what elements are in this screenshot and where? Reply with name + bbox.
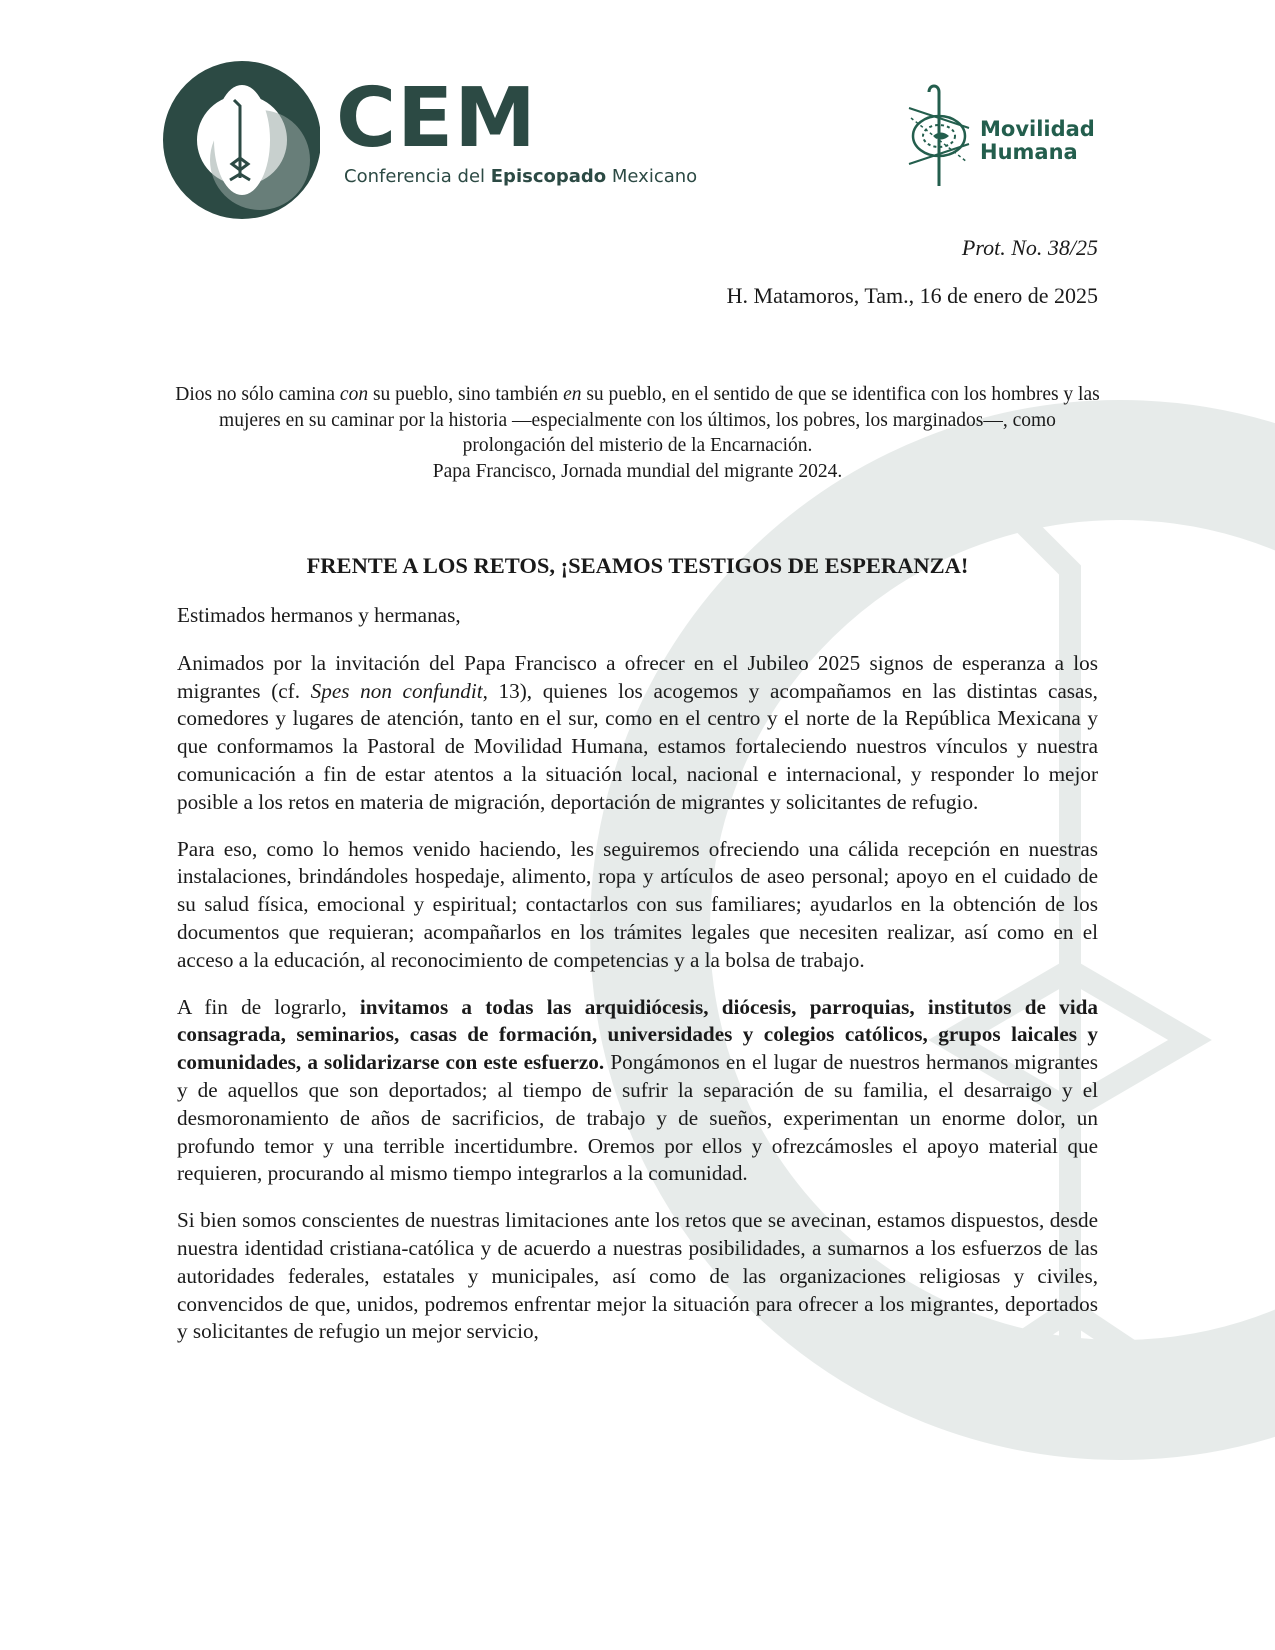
org-acronym: CEM <box>336 71 537 166</box>
epigraph <box>170 382 1105 484</box>
protocol-number: Prot. No. 38/25 <box>961 235 1098 260</box>
letterhead <box>0 0 1275 230</box>
paragraph-2: Para eso, como lo hemos venido haciendo, les seguiremos ofreciendo una cálida recepción en nuestras instalaciones, brindándoles hospedaje, alimento, ropa y artículos de aseo personal; apoyo en el cuidado de su salud física, emocional y espiritual; contactarlos con sus familiares; ayudarlos en la obtención de los documentos que requieran; acompañarlos en los trámites legales que necesiten realizar, así como en el acceso a la educación, al reconocimiento de competencias y a la bolsa de trabajo. <box>177 836 1098 972</box>
place-date: H. Matamoros, Tam., 16 de enero de 2025 <box>726 283 1098 308</box>
epigraph-attribution: Papa Francisco, Jornada mundial del migrante 2024. <box>432 460 843 482</box>
paragraph-4: Si bien somos conscientes de nuestras limitaciones ante los retos que se avecinan, estamos dispuestos, desde nuestra identidad cristiana-católica y de acuerdo a nuestras posibilidades, a sumarnos a los esfuerzos de las autoridades federales, estatales y municipales, así como de las organizaciones religiosas y civiles, convencidos de que, unidos, podremos enfrentar mejor la situación para ofrecer a los migrantes, deportados y solicitantes de refugio un mejor servicio, <box>177 1208 1098 1344</box>
movilidad-humana-emblem-icon <box>905 82 977 190</box>
org-name: Conferencia del Episcopado Mexicano <box>344 166 698 187</box>
paragraph-1: Animados por la invitación del Papa Francisco a ofrecer en el Jubileo 2025 signos de esperanza a los migrantes (cf. Spes non confundit, 13), quienes los acogemos y acompañamos en las distintas casas, comedores y lugares de atención, tanto en el sur, como en el centro y el norte de la República Mexicana y que conformamos la Pastoral de Movilidad Humana, estamos fortaleciendo nuestros vínculos y nuestra comunicación a fin de estar atentos a la situación local, nacional e internacional, y responder lo mejor posible a los retos en materia de migración, deportación de migrantes y solicitantes de refugio. <box>177 650 1098 814</box>
cem-emblem-icon <box>160 60 320 220</box>
document-title: FRENTE A LOS RETOS, ¡SEAMOS TESTIGOS DE ESPERANZA! <box>306 553 969 578</box>
letter-body <box>177 602 1098 1365</box>
epigraph-quote: Dios no sólo camina con su pueblo, sino también en su pueblo, en el sentido de que se identifica con los hombres y las mujeres en su caminar por la historia —especialmente con los últimos, los pobres, los marginados—, como prolongación del misterio de la Encarnación. <box>175 384 1100 456</box>
ministry-name: Movilidad Humana <box>980 117 1095 164</box>
greeting: Estimados hermanos y hermanas, <box>177 603 461 627</box>
paragraph-3: A fin de lograrlo, invitamos a todas las arquidiócesis, diócesis, parroquias, institutos de vida consagrada, seminarios, casas de formación, universidades y colegios católicos, grupos laicales y comunidades, a solidarizarse con este esfuerzo. Pongámonos en el lugar de nuestros hermanos migrantes y de aquellos que son deportados; al tiempo de sufrir la separación de su familia, el desarraigo y el desmoronamiento de años de sacrificios, de trabajo y de sueños, experimentan un enorme dolor, un profundo temor y una terrible incertidumbre. Oremos por ellos y ofrezcámosles el apoyo material que requieren, procurando al mismo tiempo integrarlos a la comunidad. <box>177 994 1098 1186</box>
